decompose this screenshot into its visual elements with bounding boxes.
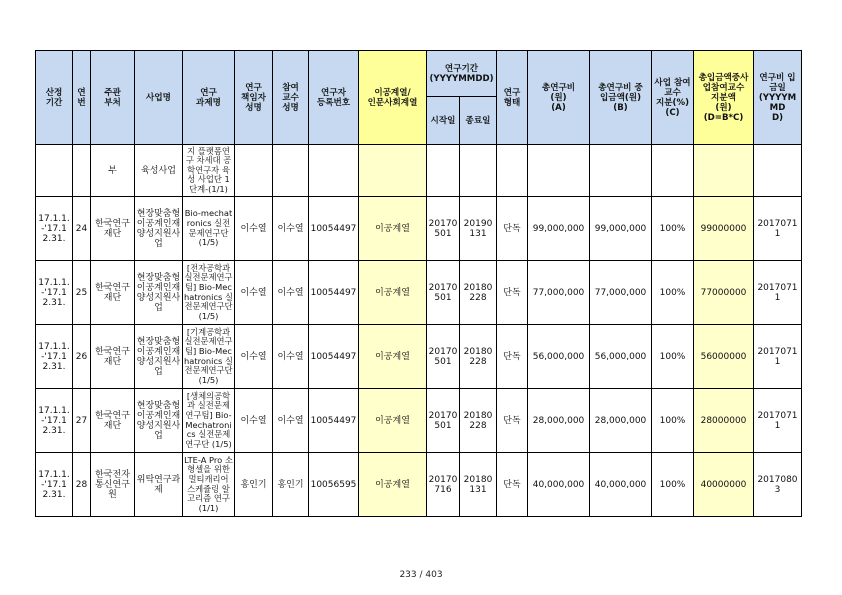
header-amount: 총입금액중사 업참여교수 지분액 (원) (D=B*C) [694,51,754,145]
cell-start: 20170501 [427,197,460,261]
cell-type: 단독 [497,389,528,453]
cell-end: 20180228 [460,261,497,325]
cell-field: 이공계열 [359,197,427,261]
cell-no [73,145,91,197]
cell-reg-no [309,145,359,197]
cell-dept: 한국연구재단 [91,261,135,325]
cell-total [528,145,590,197]
cell-no: 24 [73,197,91,261]
cell-dept: 한국연구재단 [91,325,135,389]
cell-total: 77,000,000 [528,261,590,325]
cell-date: 20170711 [754,389,802,453]
cell-total: 99,000,000 [528,197,590,261]
cell-share: 100% [652,389,694,453]
cell-share: 100% [652,325,694,389]
cell-deposit: 77,000,000 [590,261,652,325]
cell-no: 26 [73,325,91,389]
cell-title: Bio-mechatronics 실전문제연구단 (1/5) [183,197,235,261]
cell-field [359,145,427,197]
cell-title: LTE-A Pro 소형셀을 위한 멀티캐리어 스케쥴링 알고리즘 연구 (1/1) [183,453,235,517]
cell-no: 28 [73,453,91,517]
cell-title: [기계공학과 실전문제연구팀] Bio-Mechatronics 실전문제연구단 (1/5) [183,325,235,389]
cell-total: 56,000,000 [528,325,590,389]
cell-total: 40,000,000 [528,453,590,517]
cell-dept: 한국연구재단 [91,197,135,261]
cell-share: 100% [652,197,694,261]
cell-type: 단독 [497,197,528,261]
cell-dept: 한국연구재단 [91,389,135,453]
cell-no: 25 [73,261,91,325]
header-no: 연 번 [73,51,91,145]
cell-date: 20170711 [754,261,802,325]
cell-amount: 77000000 [694,261,754,325]
cell-date: 20170711 [754,197,802,261]
cell-start: 20170501 [427,389,460,453]
cell-reg-no: 10054497 [309,261,359,325]
cell-participant: 이수열 [273,389,309,453]
cell-amount: 99000000 [694,197,754,261]
cell-reg-no: 10054497 [309,325,359,389]
cell-start: 20170501 [427,325,460,389]
cell-end [460,145,497,197]
cell-type: 단독 [497,453,528,517]
cell-program: 현장맞춤형이공계인재양성지원사업 [135,197,183,261]
table-row [36,197,802,261]
cell-period: 17.1.1.-'17.12.31. [36,389,73,453]
research-table-sheet [35,50,802,517]
cell-participant: 홍인기 [273,453,309,517]
cell-title: 지 플랫폼연구 차세대 공학연구자 육성 사업단 1단계-(1/1) [183,145,235,197]
cell-title: [생체의공학과 실전문제연구팀] Bio-Mechatronics 실전문제연구단 (1/5) [183,389,235,453]
cell-share: 100% [652,261,694,325]
cell-participant: 이수열 [273,197,309,261]
cell-deposit: 40,000,000 [590,453,652,517]
header-share: 사업 참여 교수 지분(%) (C) [652,51,694,145]
cell-type [497,145,528,197]
cell-deposit: 56,000,000 [590,325,652,389]
header-deposit-date: 연구비 입 금일 (YYYYMMD D) [754,51,802,145]
cell-deposit [590,145,652,197]
cell-pi: 홍인기 [235,453,273,517]
cell-pi: 이수열 [235,261,273,325]
cell-deposit: 99,000,000 [590,197,652,261]
cell-dept: 한국전자통신연구원 [91,453,135,517]
cell-end: 20180131 [460,453,497,517]
header-indirect: 총연구비 중 입금액(원) (B) [590,51,652,145]
header-pi: 연구 책임자 성명 [235,51,273,145]
cell-start: 20170716 [427,453,460,517]
cell-amount: 28000000 [694,389,754,453]
cell-field: 이공계열 [359,389,427,453]
cell-end: 20190131 [460,197,497,261]
cell-field: 이공계열 [359,261,427,325]
page-number: 233 / 403 [399,570,443,580]
header-field: 이공계열/ 인문사회계열 [359,51,427,145]
cell-reg-no: 10054497 [309,389,359,453]
cell-field: 이공계열 [359,325,427,389]
cell-period [36,145,73,197]
cell-reg-no: 10054497 [309,197,359,261]
cell-type: 단독 [497,261,528,325]
header-start: 시작일 [427,97,460,145]
cell-participant: 이수열 [273,261,309,325]
header-total-budget: 총연구비 (원) (A) [528,51,590,145]
cell-amount: 40000000 [694,453,754,517]
cell-amount: 56000000 [694,325,754,389]
header-program: 사업명 [135,51,183,145]
cell-period: 17.1.1.-'17.12.31. [36,197,73,261]
cell-deposit: 28,000,000 [590,389,652,453]
cell-total: 28,000,000 [528,389,590,453]
cell-reg-no: 10056595 [309,453,359,517]
cell-program: 현장맞춤형이공계인재양성지원사업 [135,389,183,453]
research-funding-table [35,50,802,517]
cell-pi: 이수열 [235,389,273,453]
header-type: 연구 형태 [497,51,528,145]
table-row [36,261,802,325]
cell-no: 27 [73,389,91,453]
cell-program: 위탁연구과제 [135,453,183,517]
table-row [36,453,802,517]
cell-program: 현장맞춤형이공계인재양성지원사업 [135,325,183,389]
header-duration: 연구기간 (YYYYMMDD) [427,51,497,97]
header-participant: 참여 교수 성명 [273,51,309,145]
cell-end: 20180228 [460,325,497,389]
cell-program: 현장맞춤형이공계인재양성지원사업 [135,261,183,325]
cell-period: 17.1.1.-'17.12.31. [36,453,73,517]
cell-amount [694,145,754,197]
cell-start [427,145,460,197]
header-end: 종료일 [460,97,497,145]
header-period: 산정 기간 [36,51,73,145]
cell-participant [273,145,309,197]
cell-date: 20170803 [754,453,802,517]
cell-pi [235,145,273,197]
cell-program: 육성사업 [135,145,183,197]
cell-dept: 부 [91,145,135,197]
cell-pi: 이수열 [235,325,273,389]
cell-share: 100% [652,453,694,517]
cell-type: 단독 [497,325,528,389]
cell-share [652,145,694,197]
cell-pi: 이수열 [235,197,273,261]
cell-date [754,145,802,197]
header-reg-no: 연구자 등록번호 [309,51,359,145]
cell-field: 이공계열 [359,453,427,517]
cell-period: 17.1.1.-'17.12.31. [36,325,73,389]
table-row [36,325,802,389]
header-title: 연구 과제명 [183,51,235,145]
cell-start: 20170501 [427,261,460,325]
cell-title: [전자공학과 실전문제연구팀] Bio-Mechatronics 실전문제연구단 (1/5) [183,261,235,325]
cell-date: 20170711 [754,325,802,389]
table-row [36,389,802,453]
cell-end: 20180228 [460,389,497,453]
cell-period: 17.1.1.-'17.12.31. [36,261,73,325]
table-row [36,145,802,197]
cell-participant: 이수열 [273,325,309,389]
header-dept: 주관 부처 [91,51,135,145]
